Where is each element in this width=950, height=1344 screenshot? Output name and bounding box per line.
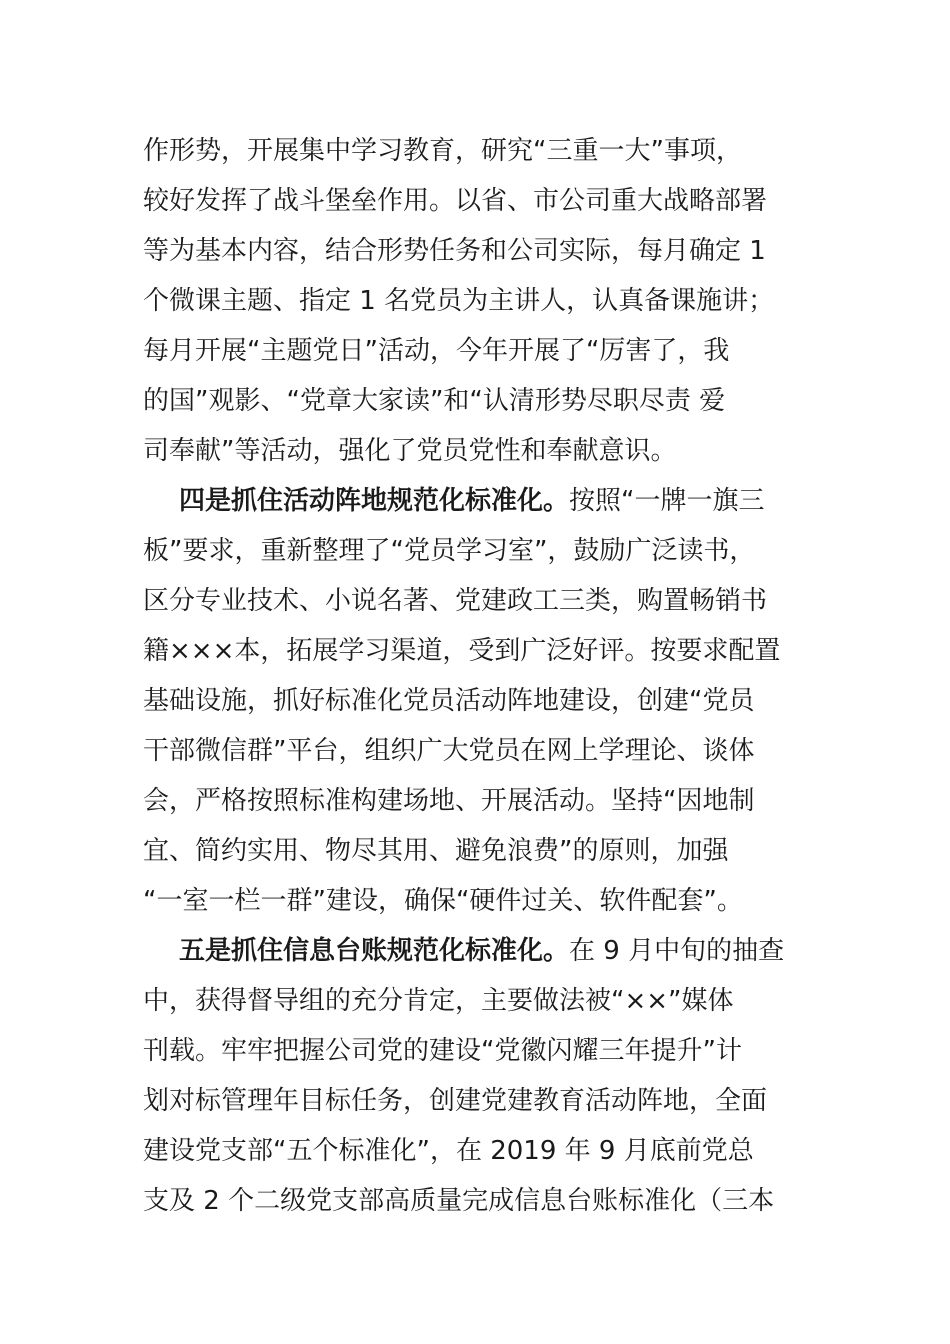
section-heading: 五是抓住信息台账规范化标准化。 xyxy=(179,936,570,966)
paragraph-line: 作形势，开展集中学习教育，研究“三重一大”事项， xyxy=(143,136,742,166)
document-body xyxy=(143,126,808,1226)
paragraph-text: 在 9 月中旬的抽查 xyxy=(569,936,785,966)
paragraph-line: 司奉献”等活动，强化了党员党性和奉献意识。 xyxy=(143,436,677,466)
paragraph-line: 会，严格按照标准构建场地、开展活动。坚持“因地制 xyxy=(143,786,755,816)
paragraph-line: 中，获得督导组的充分肯定，主要做法被“××”媒体 xyxy=(143,986,734,1016)
paragraph-line: 区分专业技术、小说名著、党建政工三类，购置畅销书 xyxy=(143,586,768,616)
paragraph-line: 干部微信群”平台，组织广大党员在网上学理论、谈体 xyxy=(143,736,755,766)
paragraph-line: 的国”观影、“党章大家读”和“认清形势尽职尽责 爱 xyxy=(143,386,726,416)
paragraph-line: 较好发挥了战斗堡垒作用。以省、市公司重大战略部署 xyxy=(143,186,768,216)
paragraph-line: 划对标管理年目标任务，创建党建教育活动阵地，全面 xyxy=(143,1086,768,1116)
paragraph-line: 宜、简约实用、物尽其用、避免浪费”的原则，加强 xyxy=(143,836,729,866)
paragraph-text: 按照“一牌一旗三 xyxy=(569,486,765,516)
paragraph-line: “一室一栏一群”建设，确保“硬件过关、软件配套”。 xyxy=(143,886,743,916)
paragraph-line: 基础设施，抓好标准化党员活动阵地建设，创建“党员 xyxy=(143,686,755,716)
paragraph-line: 板”要求，重新整理了“党员学习室”，鼓励广泛读书， xyxy=(143,536,756,566)
paragraph-line: 支及 2 个二级党支部高质量完成信息台账标准化（三本 xyxy=(143,1186,775,1216)
paragraph-line: 个微课主题、指定 1 名党员为主讲人，认真备课施讲； xyxy=(143,286,775,316)
paragraph-line: 建设党支部“五个标准化”，在 2019 年 9 月底前党总 xyxy=(143,1136,754,1166)
paragraph-line: 等为基本内容，结合形势任务和公司实际，每月确定 1 xyxy=(143,236,766,266)
section-heading: 四是抓住活动阵地规范化标准化。 xyxy=(179,486,570,516)
paragraph-line: 籍×××本，拓展学习渠道，受到广泛好评。按要求配置 xyxy=(143,636,781,666)
paragraph-line: 每月开展“主题党日”活动，今年开展了“厉害了，我 xyxy=(143,336,730,366)
paragraph-first-line xyxy=(143,926,808,976)
paragraph-line: 刊载。牢牢把握公司党的建设“党徽闪耀三年提升”计 xyxy=(143,1036,742,1066)
paragraph-first-line xyxy=(143,476,808,526)
